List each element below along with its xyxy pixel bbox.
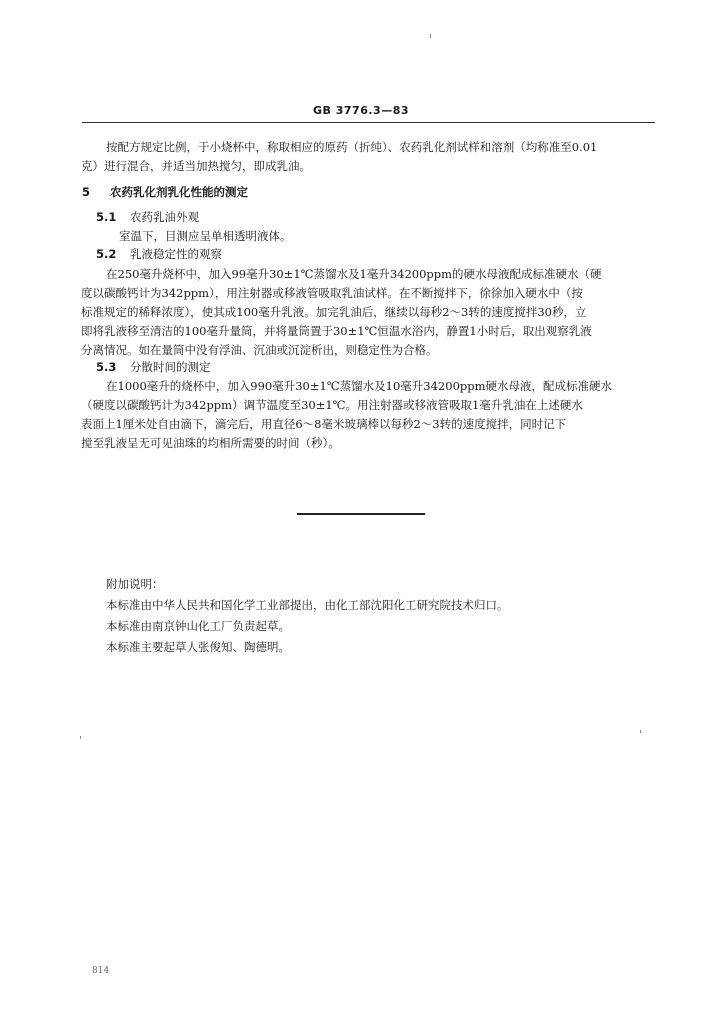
section-5-heading [82,184,248,200]
notes-line: 本标准由中华人民共和国化学工业部提出，由化工部沈阳化工研究院技术归口。 [106,598,509,612]
subsection-number: 5.3 [96,360,117,374]
notes-line: 本标准由南京钟山化工厂负责起草。 [106,619,290,633]
body-line: 在1000毫升的烧杯中，加入990毫升30±1℃蒸馏水及10毫升34200ppm硬水母液，配成标准硬水 [106,379,613,393]
subsection-title: 农药乳油外观 [130,210,199,224]
scan-speck [640,730,641,733]
body-line: 度以碳酸钙计为342ppm），用注射器或移液管吸取乳油试样。在不断搅拌下，徐徐加入硬水中（按 [81,286,583,300]
intro-line: 按配方规定比例，于小烧杯中，称取相应的原药（折纯）、农药乳化剂试样和溶剂（均称准至0.01 [106,140,598,154]
body-line: 在250毫升烧杯中，加入99毫升30±1℃蒸馏水及1毫升34200ppm的硬水母液配成标准硬水（硬 [106,267,602,281]
body-line: （硬度以碳酸钙计为342ppm）调节温度至30±1℃。用注射器或移液管吸取1毫升乳油在上述硬水 [81,398,583,412]
additional-notes [106,574,509,658]
subsection-5-2-body [81,265,602,360]
body-line: 标准规定的稀释浓度），使其成100毫升乳液。加完乳油后，继续以每秒2～3转的速度搅拌30秒，立 [81,305,587,319]
body-line: 室温下，目测应呈单相透明液体。 [119,229,292,243]
subsection-5-3-heading [96,359,211,375]
notes-title: 附加说明： [106,577,164,591]
end-of-text-rule [297,513,425,515]
notes-line: 本标准主要起草人张俊知、陶德明。 [106,640,290,654]
section-title: 农药乳化剂乳化性能的测定 [110,185,249,199]
body-line: 即将乳液移至清洁的100毫升量筒，并将量筒置于30±1℃恒温水浴内，静置1小时后，取出观察乳液 [81,324,592,338]
subsection-number: 5.2 [96,247,117,261]
body-line: 分离情况。如在量筒中没有浮油、沉油或沉淀析出，则稳定性为合格。 [81,343,438,357]
subsection-number: 5.1 [96,210,117,224]
scan-speck [80,736,81,739]
body-line: 表面上1厘米处自由滴下，滴完后，用直径6～8毫米玻璃棒以每秒2～3转的速度搅拌，同时记下 [81,417,567,431]
subsection-5-1-body [119,227,292,246]
header-rule [82,122,655,123]
subsection-5-2-heading [96,246,222,262]
subsection-5-1-heading [96,209,199,225]
subsection-title: 乳液稳定性的观察 [130,247,222,261]
scan-speck [430,34,431,38]
body-line: 搅至乳液呈无可见油珠的均相所需要的时间（秒）。 [81,436,340,450]
page-number: 814 [92,966,110,976]
intro-paragraph [81,138,598,176]
subsection-5-3-body [81,377,613,453]
section-number: 5 [82,185,91,199]
intro-line: 克）进行混合，并适当加热搅匀，即成乳油。 [81,159,311,173]
standard-code-header: GB 3776.3—83 [313,104,409,117]
subsection-title: 分散时间的测定 [130,360,211,374]
